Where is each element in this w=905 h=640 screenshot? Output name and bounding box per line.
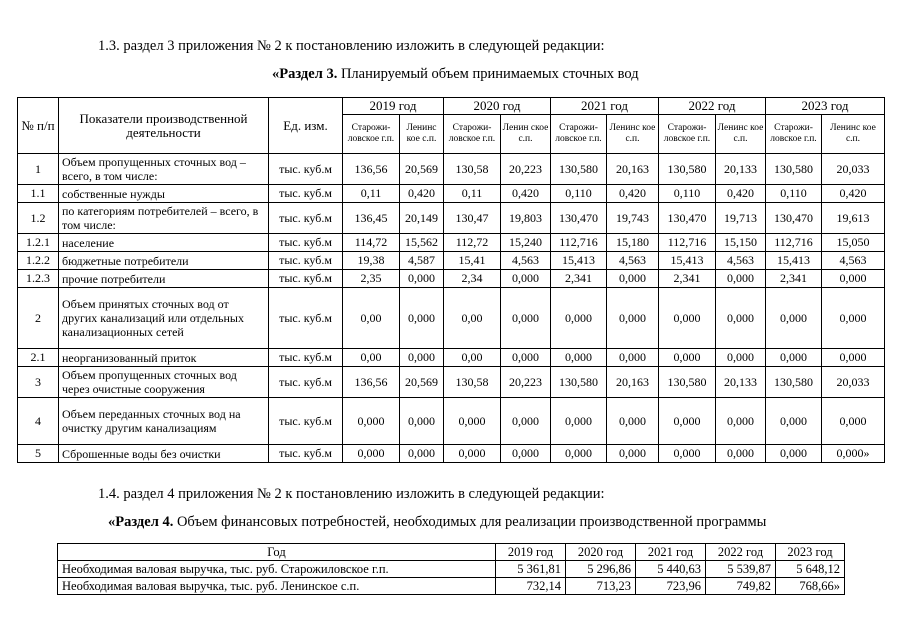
row-value: 0,000 [716, 288, 766, 349]
row-value: 0,000 [343, 398, 400, 445]
row-value: 0,000» [822, 445, 885, 463]
header-year-2020: 2020 год [444, 98, 551, 115]
row-value: 15,41 [444, 252, 501, 270]
row-value: 130,470 [766, 203, 822, 234]
row-value: 20,133 [716, 154, 766, 185]
row-value: 15,413 [659, 252, 716, 270]
row-number: 1.2.2 [18, 252, 59, 270]
row-value: 130,47 [444, 203, 501, 234]
row-value: 0,000 [551, 445, 607, 463]
row-value: 0,000 [659, 445, 716, 463]
row-number: 1.2.3 [18, 270, 59, 288]
row-value: 0,00 [343, 349, 400, 367]
row-indicator: Объем принятых сточных вод от других канализаций или отдельных канализационных сетей [59, 288, 269, 349]
header-sub-starozhilovskoe: Старожи-ловское г.п. [551, 115, 607, 154]
row-unit: тыс. куб.м [269, 154, 343, 185]
financial-needs-table [57, 543, 845, 595]
table-row [18, 367, 885, 398]
row-value: 0,000 [716, 445, 766, 463]
row-value: 112,716 [659, 234, 716, 252]
row-indicator: собственные нужды [59, 185, 269, 203]
fin-header-2022: 2022 год [706, 544, 776, 561]
row-value: 0,000 [716, 349, 766, 367]
row-value: 0,000 [551, 288, 607, 349]
header-sub-leninskoe: Ленинс кое с.п. [400, 115, 444, 154]
row-value: 2,35 [343, 270, 400, 288]
row-value: 0,000 [766, 398, 822, 445]
row-value: 0,420 [400, 185, 444, 203]
row-value: 20,163 [607, 367, 659, 398]
row-value: 0,000 [400, 288, 444, 349]
fin-row-value: 749,82 [706, 578, 776, 595]
row-value: 0,000 [607, 445, 659, 463]
table-row [18, 445, 885, 463]
row-unit: тыс. куб.м [269, 349, 343, 367]
table-row [58, 578, 845, 595]
row-value: 19,743 [607, 203, 659, 234]
row-value: 130,58 [444, 154, 501, 185]
row-value: 0,000 [444, 445, 501, 463]
row-value: 0,110 [659, 185, 716, 203]
row-unit: тыс. куб.м [269, 203, 343, 234]
section3-title-rest: Планируемый объем принимаемых сточных вод [337, 66, 639, 82]
header-indicator: Показатели производственной деятельности [59, 98, 269, 154]
section3-title [272, 66, 639, 83]
section4-intro: 1.4. раздел 4 приложения № 2 к постановлению изложить в следующей редакции: [98, 486, 605, 502]
row-value: 0,000 [659, 288, 716, 349]
row-value: 15,150 [716, 234, 766, 252]
row-value: 4,563 [501, 252, 551, 270]
fin-row-label: Необходимая валовая выручка, тыс. руб. Ленинское с.п. [58, 578, 496, 595]
row-value: 0,00 [343, 288, 400, 349]
row-value: 19,713 [716, 203, 766, 234]
row-value: 0,000 [766, 349, 822, 367]
row-value: 0,000 [607, 270, 659, 288]
row-value: 0,420 [607, 185, 659, 203]
row-value: 20,569 [400, 154, 444, 185]
header-sub-leninskoe: Ленинс кое с.п. [607, 115, 659, 154]
row-value: 0,000 [659, 398, 716, 445]
header-num: № п/п [18, 98, 59, 154]
row-value: 0,000 [716, 270, 766, 288]
row-value: 130,580 [659, 367, 716, 398]
header-sub-starozhilovskoe: Старожи-ловское г.п. [444, 115, 501, 154]
row-value: 0,000 [607, 349, 659, 367]
row-value: 0,11 [444, 185, 501, 203]
row-value: 0,000 [766, 445, 822, 463]
row-value: 130,580 [766, 367, 822, 398]
table-row [18, 234, 885, 252]
row-value: 4,587 [400, 252, 444, 270]
row-value: 15,413 [551, 252, 607, 270]
section4-title-prefix: «Раздел 4. [108, 514, 174, 530]
row-value: 2,341 [766, 270, 822, 288]
row-value: 0,000 [501, 398, 551, 445]
row-unit: тыс. куб.м [269, 185, 343, 203]
row-value: 0,00 [444, 349, 501, 367]
fin-row-value: 5 440,63 [636, 561, 706, 578]
fin-header-2020: 2020 год [566, 544, 636, 561]
row-value: 130,580 [551, 367, 607, 398]
row-value: 0,000 [766, 288, 822, 349]
row-value: 4,563 [607, 252, 659, 270]
header-year-2022: 2022 год [659, 98, 766, 115]
row-value: 0,000 [501, 288, 551, 349]
fin-header-2023: 2023 год [776, 544, 845, 561]
header-sub-starozhilovskoe: Старожи-ловское г.п. [766, 115, 822, 154]
row-indicator: население [59, 234, 269, 252]
fin-row-value: 713,23 [566, 578, 636, 595]
section3-intro: 1.3. раздел 3 приложения № 2 к постановлению изложить в следующей редакции: [98, 38, 605, 54]
row-value: 0,000 [400, 349, 444, 367]
table-row [18, 185, 885, 203]
fin-row-label: Необходимая валовая выручка, тыс. руб. Старожиловское г.п. [58, 561, 496, 578]
row-value: 0,000 [551, 398, 607, 445]
row-value: 130,470 [551, 203, 607, 234]
row-number: 2.1 [18, 349, 59, 367]
row-value: 0,000 [822, 288, 885, 349]
row-unit: тыс. куб.м [269, 398, 343, 445]
row-value: 130,58 [444, 367, 501, 398]
table-row [58, 561, 845, 578]
fin-row-value: 5 539,87 [706, 561, 776, 578]
table-row [18, 154, 885, 185]
row-number: 1.1 [18, 185, 59, 203]
fin-header-2019: 2019 год [496, 544, 566, 561]
header-unit: Ед. изм. [269, 98, 343, 154]
row-number: 1.2 [18, 203, 59, 234]
row-value: 136,45 [343, 203, 400, 234]
row-indicator: Сброшенные воды без очистки [59, 445, 269, 463]
row-value: 0,000 [400, 270, 444, 288]
row-indicator: Объем переданных сточных вод на очистку другим канализациям [59, 398, 269, 445]
row-value: 0,420 [501, 185, 551, 203]
row-value: 2,341 [551, 270, 607, 288]
row-value: 20,033 [822, 154, 885, 185]
header-sub-leninskoe: Ленинс кое с.п. [822, 115, 885, 154]
table-row [18, 252, 885, 270]
row-value: 4,563 [822, 252, 885, 270]
row-value: 114,72 [343, 234, 400, 252]
fin-row-value: 5 648,12 [776, 561, 845, 578]
row-value: 0,420 [822, 185, 885, 203]
row-value: 15,050 [822, 234, 885, 252]
row-value: 20,223 [501, 154, 551, 185]
row-value: 130,580 [659, 154, 716, 185]
table-row [18, 270, 885, 288]
row-value: 0,110 [766, 185, 822, 203]
row-value: 0,000 [716, 398, 766, 445]
row-value: 15,562 [400, 234, 444, 252]
row-value: 0,11 [343, 185, 400, 203]
row-value: 136,56 [343, 367, 400, 398]
header-sub-leninskoe: Ленинс кое с.п. [716, 115, 766, 154]
row-value: 15,240 [501, 234, 551, 252]
row-value: 112,716 [551, 234, 607, 252]
row-value: 20,033 [822, 367, 885, 398]
row-value: 20,163 [607, 154, 659, 185]
row-unit: тыс. куб.м [269, 445, 343, 463]
row-value: 0,420 [716, 185, 766, 203]
row-value: 112,716 [766, 234, 822, 252]
fin-row-value: 5 296,86 [566, 561, 636, 578]
fin-header-year: Год [58, 544, 496, 561]
fin-row-value: 768,66» [776, 578, 845, 595]
row-value: 0,000 [659, 349, 716, 367]
row-unit: тыс. куб.м [269, 367, 343, 398]
row-value: 20,223 [501, 367, 551, 398]
wastewater-volume-table [17, 97, 885, 463]
row-value: 130,580 [551, 154, 607, 185]
row-indicator: Объем пропущенных сточных вод через очистные сооружения [59, 367, 269, 398]
row-value: 0,000 [501, 270, 551, 288]
row-value: 130,470 [659, 203, 716, 234]
row-indicator: неорганизованный приток [59, 349, 269, 367]
row-value: 0,110 [551, 185, 607, 203]
row-value: 20,569 [400, 367, 444, 398]
section4-title [108, 514, 766, 531]
row-number: 4 [18, 398, 59, 445]
row-number: 1.2.1 [18, 234, 59, 252]
row-unit: тыс. куб.м [269, 270, 343, 288]
row-value: 19,613 [822, 203, 885, 234]
row-value: 0,000 [822, 349, 885, 367]
row-value: 0,000 [501, 445, 551, 463]
wastewater-table-body [18, 154, 885, 463]
row-value: 0,000 [822, 398, 885, 445]
header-sub-leninskoe: Ленин ское с.п. [501, 115, 551, 154]
header-year-2021: 2021 год [551, 98, 659, 115]
row-value: 0,000 [444, 398, 501, 445]
row-value: 2,341 [659, 270, 716, 288]
row-value: 20,149 [400, 203, 444, 234]
row-unit: тыс. куб.м [269, 252, 343, 270]
row-value: 0,000 [501, 349, 551, 367]
fin-header-2021: 2021 год [636, 544, 706, 561]
row-value: 0,000 [400, 398, 444, 445]
fin-row-value: 732,14 [496, 578, 566, 595]
header-sub-starozhilovskoe: Старожи-ловское г.п. [659, 115, 716, 154]
row-value: 19,803 [501, 203, 551, 234]
row-value: 2,34 [444, 270, 501, 288]
row-value: 112,72 [444, 234, 501, 252]
row-value: 0,000 [607, 288, 659, 349]
table-row [18, 398, 885, 445]
header-year-2019: 2019 год [343, 98, 444, 115]
row-number: 5 [18, 445, 59, 463]
section3-title-prefix: «Раздел 3. [272, 66, 338, 82]
row-value: 19,38 [343, 252, 400, 270]
row-indicator: Объем пропущенных сточных вод – всего, в том числе: [59, 154, 269, 185]
row-value: 15,180 [607, 234, 659, 252]
row-value: 15,413 [766, 252, 822, 270]
row-number: 2 [18, 288, 59, 349]
row-value: 20,133 [716, 367, 766, 398]
row-unit: тыс. куб.м [269, 288, 343, 349]
table-row [18, 288, 885, 349]
row-indicator: бюджетные потребители [59, 252, 269, 270]
row-value: 0,000 [400, 445, 444, 463]
row-unit: тыс. куб.м [269, 234, 343, 252]
row-value: 0,000 [607, 398, 659, 445]
row-value: 0,000 [343, 445, 400, 463]
row-value: 136,56 [343, 154, 400, 185]
row-value: 4,563 [716, 252, 766, 270]
financial-table-body [58, 561, 845, 595]
row-value: 0,000 [551, 349, 607, 367]
fin-row-value: 723,96 [636, 578, 706, 595]
row-number: 1 [18, 154, 59, 185]
row-value: 0,000 [822, 270, 885, 288]
row-indicator: по категориям потребителей – всего, в том числе: [59, 203, 269, 234]
header-year-2023: 2023 год [766, 98, 885, 115]
fin-row-value: 5 361,81 [496, 561, 566, 578]
row-number: 3 [18, 367, 59, 398]
row-value: 0,00 [444, 288, 501, 349]
section4-title-rest: Объем финансовых потребностей, необходимых для реализации производственной программы [173, 514, 767, 530]
table-row [18, 349, 885, 367]
row-value: 130,580 [766, 154, 822, 185]
row-indicator: прочие потребители [59, 270, 269, 288]
header-sub-starozhilovskoe: Старожи-ловское г.п. [343, 115, 400, 154]
table-row [18, 203, 885, 234]
